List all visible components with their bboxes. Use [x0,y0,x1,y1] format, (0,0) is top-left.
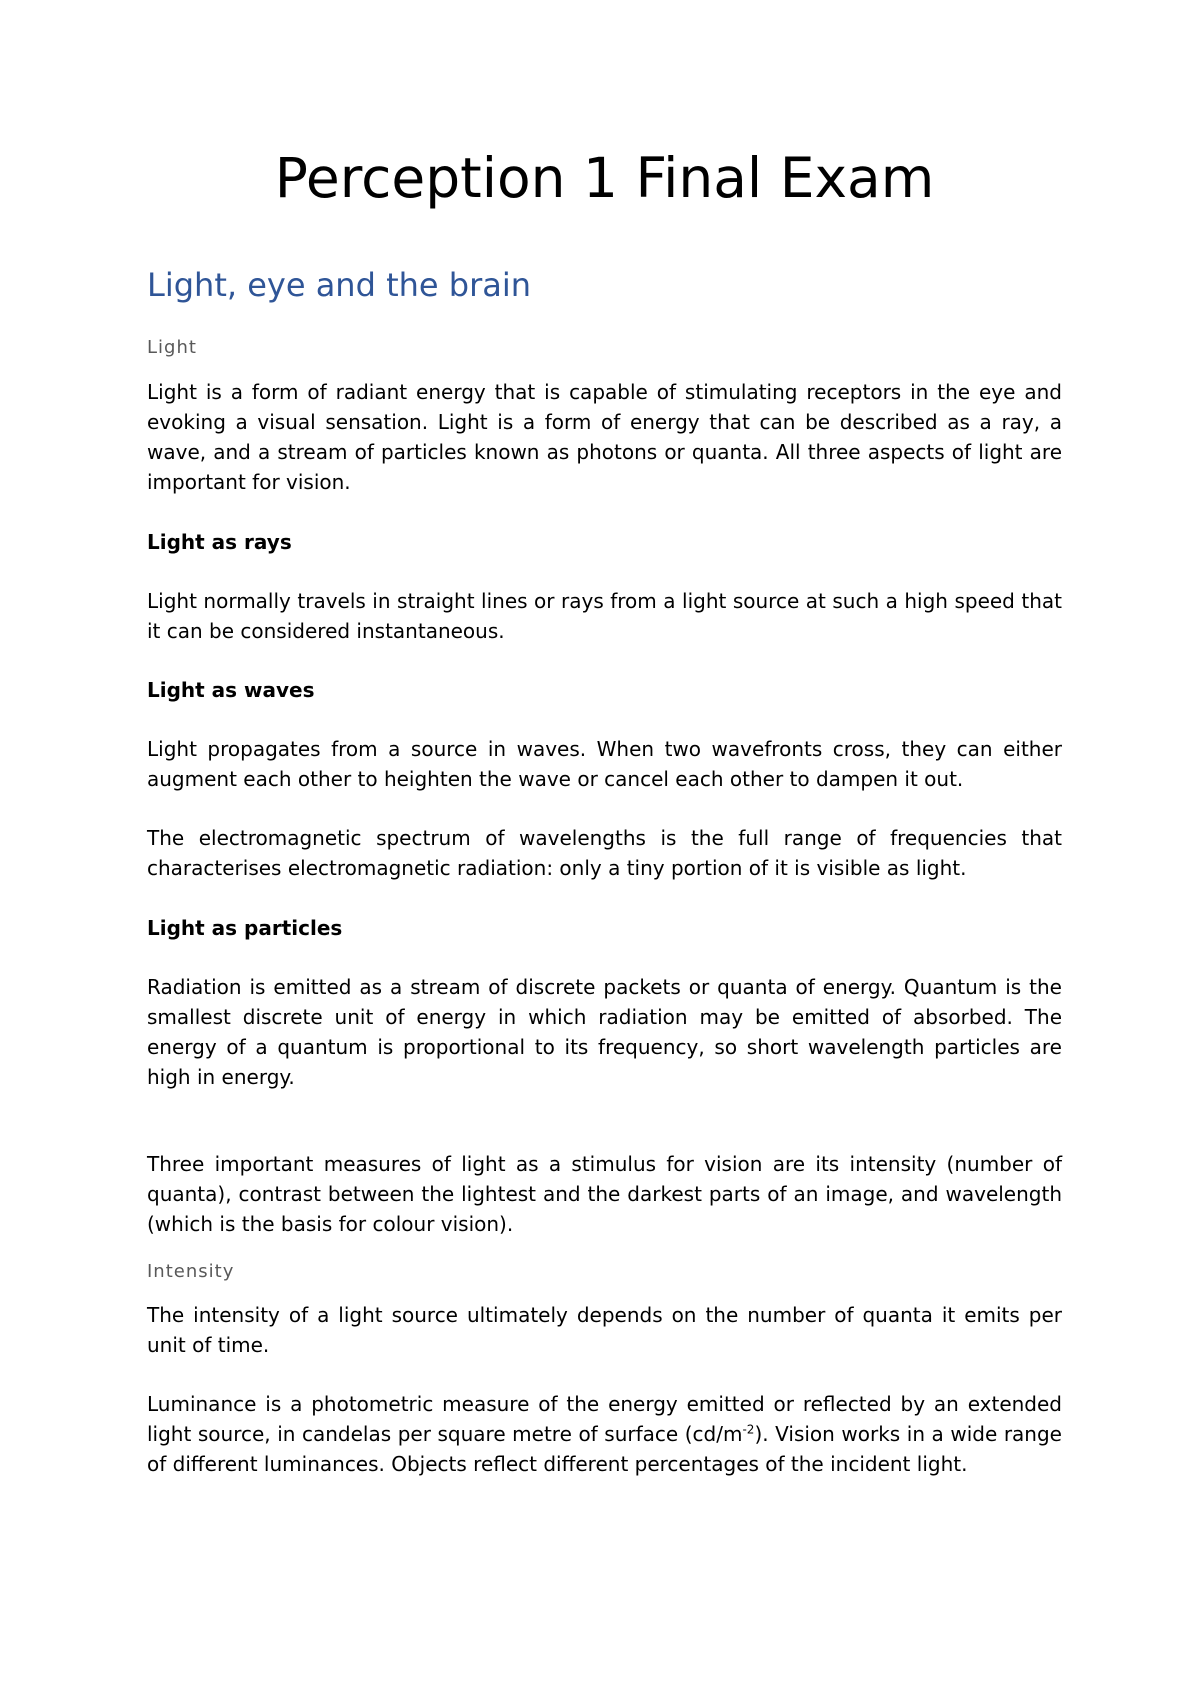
subheading-light: Light [147,337,197,358]
paragraph-measures: Three important measures of light as a stimulus for vision are its intensity (number of quanta), contrast between the lightest and the darkest parts of an image, and wavelength (which is the basis for colour vision). [147,1152,1062,1236]
document-title: Perception 1 Final Exam [274,146,935,210]
paragraph-rays: Light normally travels in straight lines or rays from a light source at such a high speed that it can be considered instantaneous. [147,589,1062,643]
paragraph-waves-1: Light propagates from a source in waves. When two wavefronts cross, they can either augment each other to heighten the wave or cancel each other to dampen it out. [147,737,1062,791]
paragraph-light: Light is a form of radiant energy that is capable of stimulating receptors in the eye and evoking a visual sensation. Light is a form of energy that can be described as a ray, a wave, and a stream of particles known as photons or quanta. All three aspects of light are important for vision. [147,380,1062,494]
section-heading: Light, eye and the brain [147,266,531,304]
luminance-text-a: Luminance is a photometric measure of the energy emitted or reflected by an extended light source, in candelas per square metre of surface (cd/m [147,1392,1062,1446]
paragraph-waves-2: The electromagnetic spectrum of wavelengths is the full range of frequencies that characterises electromagnetic radiation: only a tiny portion of it is visible as light. [147,826,1062,880]
heading-light-as-particles: Light as particles [147,916,343,940]
heading-light-as-waves: Light as waves [147,678,315,702]
subheading-intensity: Intensity [147,1261,235,1282]
paragraph-intensity: The intensity of a light source ultimately depends on the number of quanta it emits per unit of time. [147,1303,1062,1357]
paragraph-luminance [147,1389,1062,1479]
paragraph-particles: Radiation is emitted as a stream of discrete packets or quanta of energy. Quantum is the smallest discrete unit of energy in which radiation may be emitted of absorbed. The energy of a quantum is proportional to its frequency, so short wavelength particles are high in energy. [147,975,1062,1089]
luminance-superscript: -2 [742,1422,755,1437]
luminance-text-b: ). Vision works in a wide range of different luminances. Objects reflect different percentages of the incident light. [147,1422,1062,1476]
heading-light-as-rays: Light as rays [147,530,292,554]
